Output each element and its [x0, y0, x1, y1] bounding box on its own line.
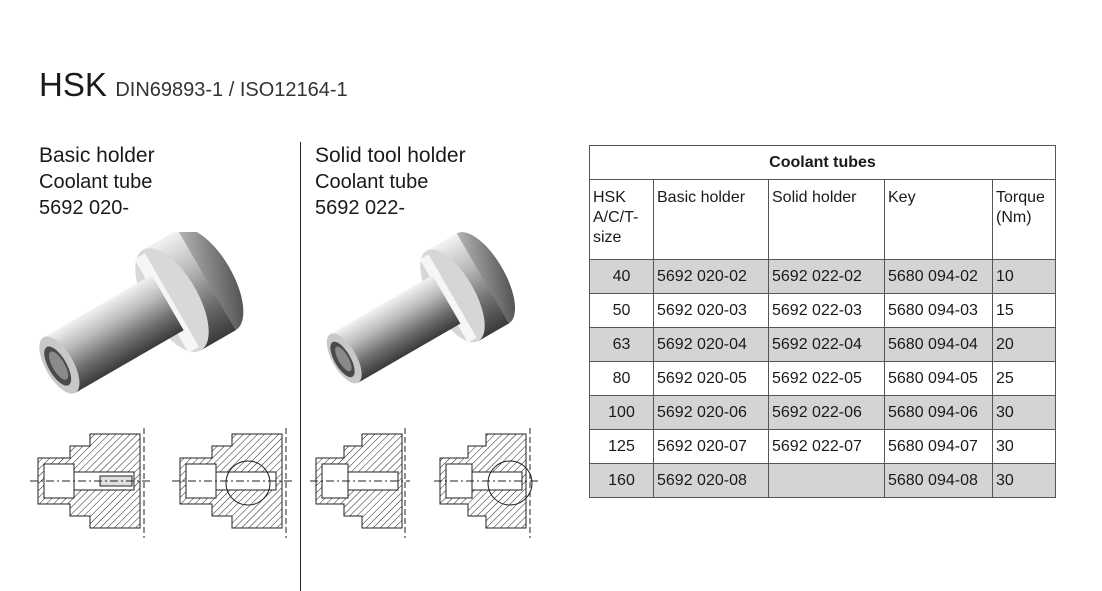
basic-holder-heading: Basic holder — [39, 144, 155, 167]
basic-holder-heading-block — [39, 143, 155, 221]
cell-size: 160 — [590, 464, 654, 498]
basic-holder-line1: Coolant tube — [39, 171, 153, 193]
solid-holder-heading: Solid tool holder — [315, 144, 466, 167]
cell-torque: 10 — [993, 260, 1056, 294]
cell-solid: 5692 022-06 — [769, 396, 885, 430]
cell-basic: 5692 020-02 — [654, 260, 769, 294]
table-row — [590, 430, 1056, 464]
solid-holder-part-prefix: 5692 022- — [315, 197, 406, 219]
title-main: HSK — [39, 66, 107, 103]
cell-basic: 5692 020-08 — [654, 464, 769, 498]
cell-solid: 5692 022-05 — [769, 362, 885, 396]
cell-key: 5680 094-03 — [885, 294, 993, 328]
coolant-tube-solid-render — [315, 232, 545, 402]
section-drawing-solid-pair — [310, 428, 550, 548]
col-header-key: Key — [885, 180, 993, 260]
cell-basic: 5692 020-06 — [654, 396, 769, 430]
cell-size: 125 — [590, 430, 654, 464]
col-header-torque: Torque (Nm) — [993, 180, 1056, 260]
cell-key: 5680 094-07 — [885, 430, 993, 464]
cell-key: 5680 094-05 — [885, 362, 993, 396]
cell-size: 100 — [590, 396, 654, 430]
table-row — [590, 294, 1056, 328]
section-drawing-basic-pair — [30, 428, 300, 548]
col-header-size: HSK A/C/T-size — [590, 180, 654, 260]
coolant-tube-basic-render — [30, 232, 270, 417]
table-row — [590, 260, 1056, 294]
cell-solid: 5692 022-03 — [769, 294, 885, 328]
table-row — [590, 396, 1056, 430]
cell-key: 5680 094-08 — [885, 464, 993, 498]
col-header-basic: Basic holder — [654, 180, 769, 260]
cell-basic: 5692 020-03 — [654, 294, 769, 328]
table-row — [590, 362, 1056, 396]
cell-torque: 20 — [993, 328, 1056, 362]
cell-basic: 5692 020-05 — [654, 362, 769, 396]
title-standards: DIN69893-1 / ISO12164-1 — [115, 79, 348, 101]
cell-size: 40 — [590, 260, 654, 294]
column-divider — [300, 142, 301, 591]
table-caption: Coolant tubes — [590, 146, 1056, 180]
cell-key: 5680 094-02 — [885, 260, 993, 294]
table-header-row — [590, 180, 1056, 260]
basic-holder-part-prefix: 5692 020- — [39, 197, 130, 219]
cell-key: 5680 094-06 — [885, 396, 993, 430]
cell-torque: 30 — [993, 430, 1056, 464]
solid-holder-heading-block — [315, 143, 466, 221]
cell-basic: 5692 020-07 — [654, 430, 769, 464]
cell-solid: 5692 022-04 — [769, 328, 885, 362]
col-header-solid: Solid holder — [769, 180, 885, 260]
cell-solid: 5692 022-02 — [769, 260, 885, 294]
coolant-tubes-table — [589, 145, 1056, 498]
cell-solid — [769, 464, 885, 498]
cell-torque: 30 — [993, 396, 1056, 430]
cell-size: 50 — [590, 294, 654, 328]
page-title — [39, 66, 348, 104]
cell-basic: 5692 020-04 — [654, 328, 769, 362]
solid-holder-line1: Coolant tube — [315, 171, 429, 193]
cell-size: 80 — [590, 362, 654, 396]
table-row — [590, 328, 1056, 362]
cell-key: 5680 094-04 — [885, 328, 993, 362]
cell-solid: 5692 022-07 — [769, 430, 885, 464]
cell-size: 63 — [590, 328, 654, 362]
cell-torque: 30 — [993, 464, 1056, 498]
cell-torque: 25 — [993, 362, 1056, 396]
cell-torque: 15 — [993, 294, 1056, 328]
table-row — [590, 464, 1056, 498]
